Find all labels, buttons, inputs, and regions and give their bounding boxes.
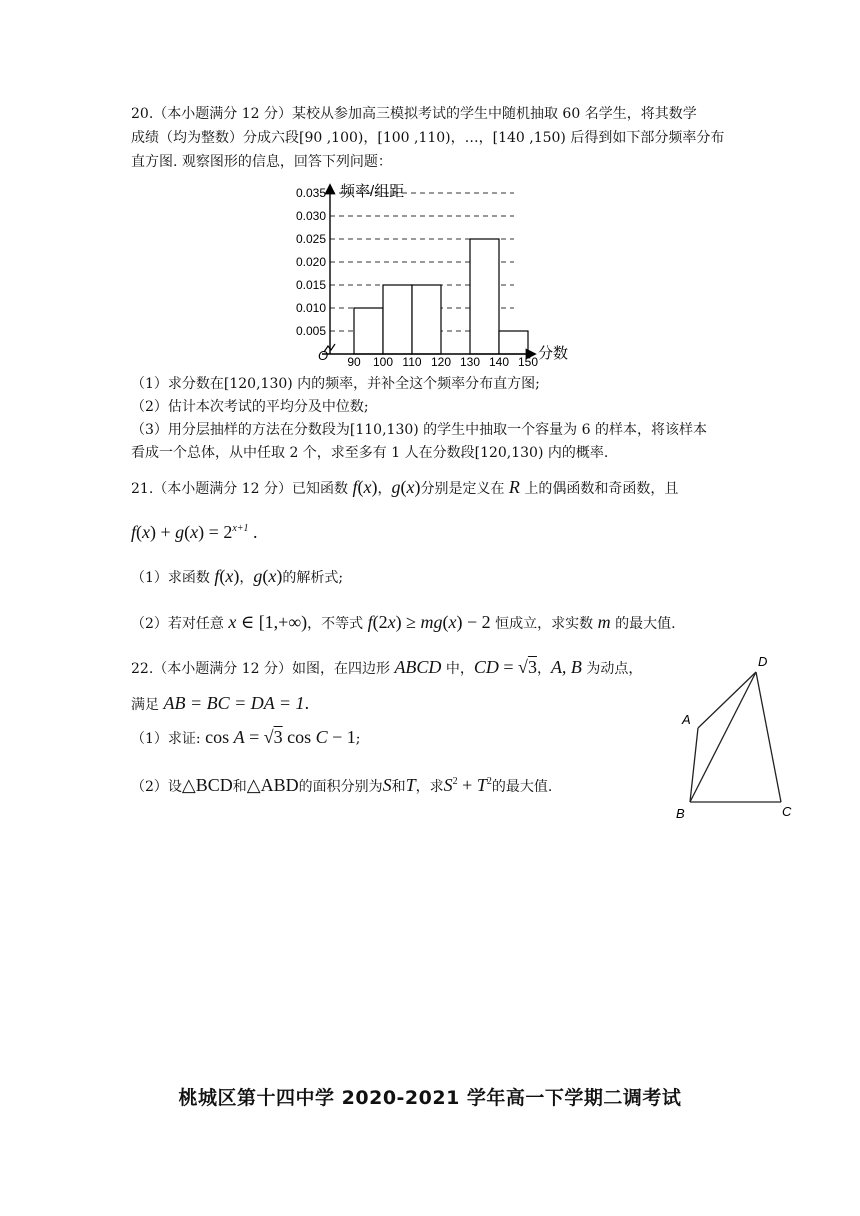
edge-AB (690, 728, 698, 802)
y-axis-title: 频率/组距 (340, 183, 405, 200)
vertex-label-d: D (758, 654, 768, 669)
bar-[100,110) (383, 285, 412, 354)
q20-line-2: 成绩（均为整数）分成六段[90 ,100)，[100 ,110)，…，[140 ,150) 后得到如下部分频率分布 (131, 130, 725, 146)
x-tick-label: 150 (517, 355, 539, 368)
q22-part-1: （1）求证: cos A = √3 cos C − 1; (131, 727, 361, 747)
vertex-label-c: C (782, 804, 792, 819)
q20-part-1: （1）求分数在[120,130) 内的频率，并补全这个频率分布直方图; (131, 376, 540, 392)
bar-[130,140) (470, 239, 499, 354)
bar-[90,100) (354, 308, 383, 354)
q22-condition: 满足 AB = BC = DA = 1. (131, 693, 310, 713)
y-tick-label: 0.035 (295, 186, 326, 200)
q21-part-1: （1）求函数 f(x)，g(x)的解析式; (131, 566, 344, 586)
y-tick-label: 0.005 (295, 324, 326, 338)
q20-part-3b: 看成一个总体，从中任取 2 个，求至多有 1 人在分数段[120,130) 内的概率. (131, 445, 609, 461)
vertex-label-a: A (682, 712, 691, 727)
bar-[110,120) (412, 285, 441, 354)
y-tick-label: 0.025 (295, 232, 326, 246)
x-tick-label: 100 (372, 355, 394, 368)
x-tick-label: 90 (347, 355, 361, 368)
x-tick-label: 140 (488, 355, 510, 368)
vertex-label-b: B (676, 806, 685, 821)
q20-line-1: 20.（本小题满分 12 分）某校从参加高三模拟考试的学生中随机抽取 60 名学生，将其数学 (131, 106, 697, 122)
edge-CD (756, 672, 781, 802)
q20-part-2: （2）估计本次考试的平均分及中位数; (131, 399, 369, 415)
x-tick-label: 120 (430, 355, 452, 368)
exam-title-footer: 桃城区第十四中学 2020-2021 学年高一下学期二调考试 (178, 1087, 682, 1109)
bar-[140,150) (499, 331, 528, 354)
q22-part-2: （2）设△BCD和△ABD的面积分别为S和T，求$S^2 + T^2$的最大值. (131, 775, 553, 795)
y-tick-label: 0.020 (295, 255, 326, 269)
y-tick-label: 0.010 (295, 301, 326, 315)
q20-line-3: 直方图. 观察图形的信息，回答下列问题： (131, 154, 392, 170)
x-tick-label: 130 (459, 355, 481, 368)
x-tick-label: 110 (402, 355, 422, 368)
origin-label: O (318, 348, 329, 363)
frequency-histogram (278, 176, 578, 368)
edge-AD (698, 672, 756, 728)
q22-intro: 22.（本小题满分 12 分）如图，在四边形 ABCD 中，CD = √3，A, B 为动点， (131, 657, 643, 677)
q20-part-3a: （3）用分层抽样的方法在分数段为[110,130) 的学生中抽取一个容量为 6 的样本，将该样本 (131, 422, 707, 438)
y-tick-label: 0.030 (295, 209, 326, 223)
y-tick-label: 0.015 (295, 278, 326, 292)
q21-equation: $f(x) + g(x) = 2^{x+1}$ . (131, 522, 258, 542)
q21-intro: 21.（本小题满分 12 分）已知函数 f(x)，g(x)分别是定义在 R 上的偶函数和奇函数，且 (131, 477, 679, 497)
quadrilateral-diagram (670, 650, 800, 825)
diagonal-BD (690, 672, 756, 802)
x-axis-title: 分数 (538, 345, 569, 362)
q21-part-2: （2）若对任意 x ∈ [1,+∞)，不等式 f(2x) ≥ mg(x) − 2 恒成立，求实数 m 的最大值. (131, 612, 676, 632)
